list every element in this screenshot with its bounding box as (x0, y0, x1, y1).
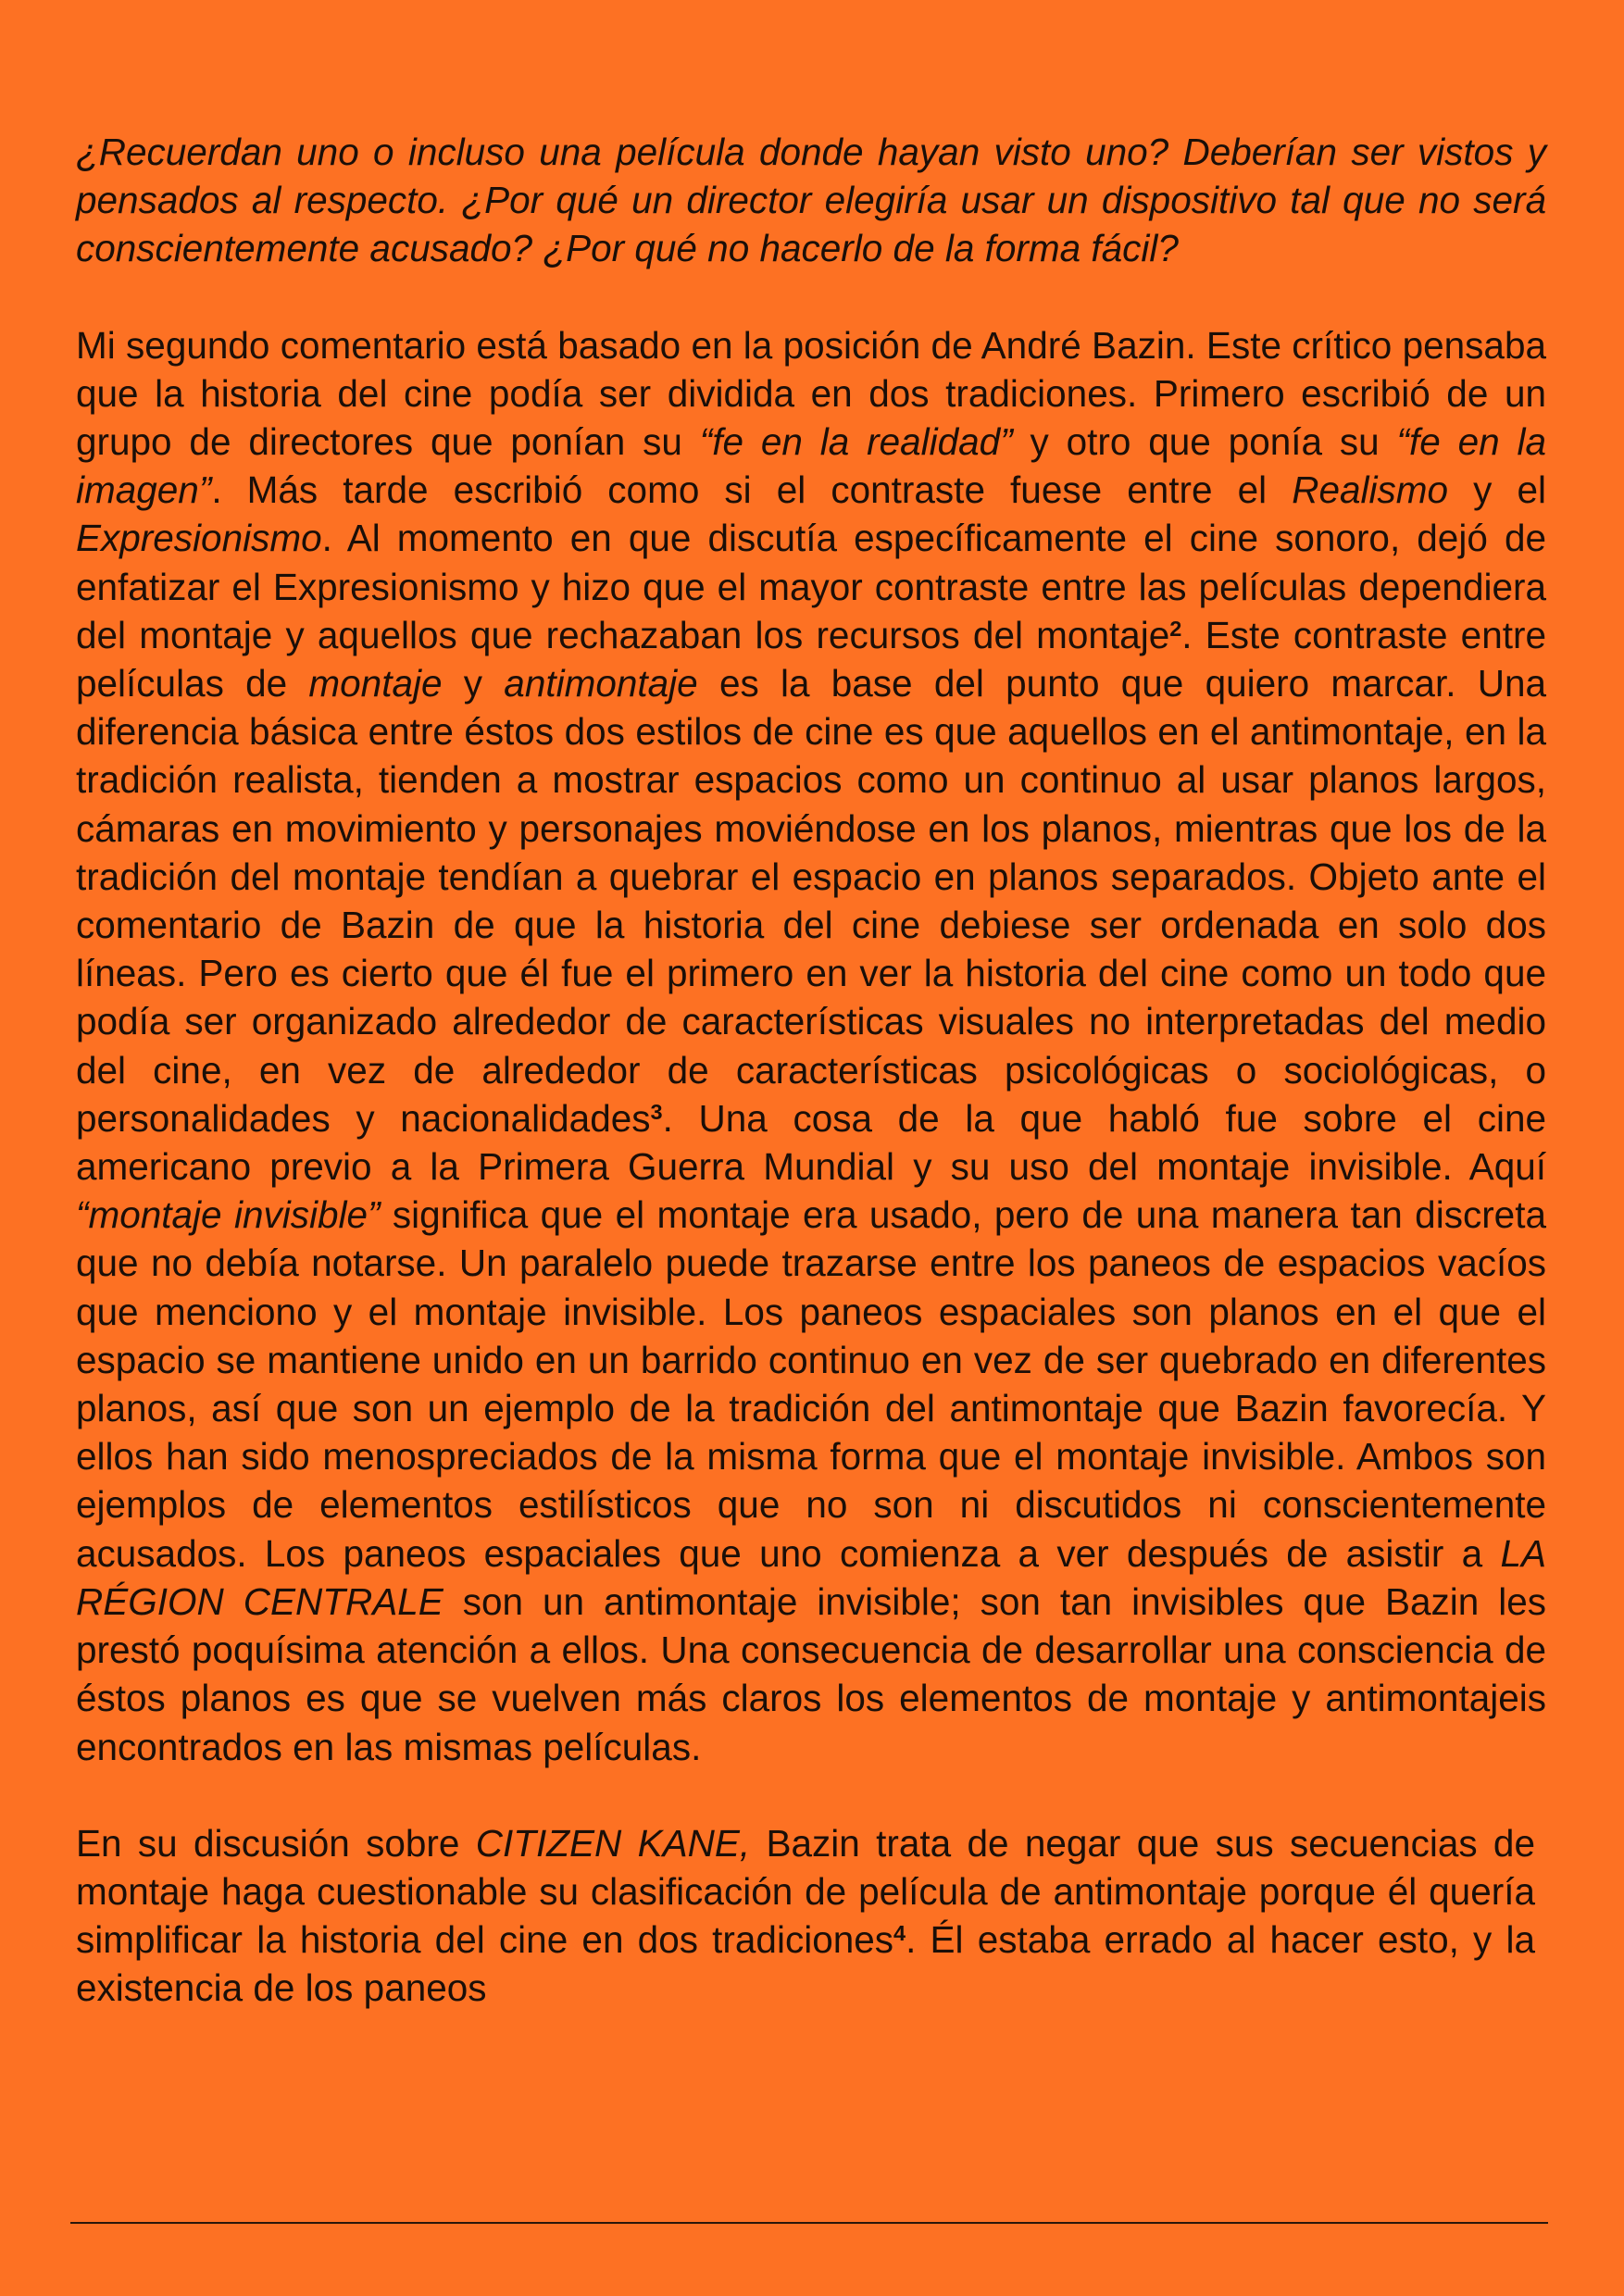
footnote-marker-3: 3 (650, 1099, 663, 1124)
term-montaje: montaje (308, 662, 443, 705)
citizen-kane-paragraph (76, 1819, 1535, 2013)
term-antimontaje: antimontaje (504, 662, 698, 705)
text-run: Bazin trata de negar que sus secuencias de montaje haga cuestionable su clasificación de película de antimontaje porque él quería simplificar la historia del cine en dos tradiciones (76, 1821, 1535, 1962)
page-body (76, 128, 1546, 2013)
text-run: . Este contraste entre películas de (76, 613, 1546, 705)
text-run: . Al momento en que discutía específicamente el cine sonoro, dejó de enfatizar el Expresionismo y hizo que el mayor contraste entre las películas dependiera del montaje y aquellos que rechazaban los recursos del montaje (76, 517, 1546, 656)
questions-text: ¿Recuerdan uno o incluso una película donde hayan visto uno? Deberían ser vistos y pensados al respecto. ¿Por qué un director elegiría usar un dispositivo tal que no será conscientemente acusado? ¿Por qué no hacerlo de la forma fácil? (76, 131, 1546, 270)
footnote-marker-2: 2 (1169, 616, 1182, 641)
text-run: y (442, 662, 505, 705)
quote-fe-imagen: “fe en la imagen” (76, 420, 1547, 512)
film-title-citizen-kane: CITIZEN KANE, (475, 1821, 751, 1865)
text-run: y otro que ponía su (1012, 420, 1397, 464)
text-run: . Más tarde escribió como si el contraste fuese entre el (211, 468, 1293, 512)
text-run: significa que el montaje era usado, pero de una manera tan discreta que no debía notarse. Un paralelo puede trazarse entre los paneos de espacios vacíos que menciono y el montaje invisible. Los paneos espaciales son planos en el que el espacio se mantiene unido en un barrido continuo en vez de ser quebrado en diferentes planos, así que son un ejemplo de la tradición del antimontaje que Bazin favorecía. Y ellos han sido menospreciados de la misma forma que el montaje invisible. Ambos son ejemplos de elementos estilísticos que no son ni discutidos ni conscientemente acusados. Los paneos espaciales que uno comienza a ver después de asistir a (76, 1193, 1546, 1575)
text-run: . Una cosa de la que habló fue sobre el cine americano previo a la Primera Guerra Mundial y su uso del montaje invisible. Aquí (76, 1096, 1546, 1189)
text-run: . Él estaba errado al hacer esto, y la existencia de los paneos (76, 1918, 1536, 2010)
text-run: es la base del punto que quiero marcar. Una diferencia básica entre éstos dos estilos de cine es que aquellos en el antimontaje, en la tradición realista, tienden a mostrar espacios como un continuo al usar planos largos, cámaras en movimiento y personajes moviéndose en los planos, mientras que los de la tradición del montaje tendían a quebrar el espacio en planos separados. Objeto ante el comentario de Bazin de que la historia del cine debiese ser ordenada en solo dos líneas. Pero es cierto que él fue el primero en ver la historia del cine como un todo que podía ser organizado alrededor de características visuales no interpretadas del medio del cine, en vez de alrededor de características psicológicas o sociológicas, o personalidades y nacionalidades (76, 662, 1547, 1140)
text-run: En su discusión sobre (76, 1821, 476, 1865)
footnote-marker-4: 4 (893, 1921, 906, 1946)
film-title-region-centrale: LA RÉGION CENTRALE (76, 1531, 1546, 1623)
term-realismo: Realismo (1292, 468, 1449, 512)
text-run: son un antimontaje invisible; son tan invisibles que Bazin les prestó poquísima atención a ellos. Una consecuencia de desarrollar una consciencia de éstos planos es que se vuelven más claros los elementos de montaje y antimontajeis encontrados en las mismas películas. (76, 1579, 1546, 1768)
text-run: y el (1448, 468, 1546, 512)
quote-montaje-invisible: “montaje invisible” (76, 1193, 381, 1237)
quote-fe-realidad: “fe en la realidad” (699, 420, 1013, 464)
term-expresionismo: Expresionismo (76, 517, 322, 560)
text-run: Mi segundo comentario está basado en la posición de André Bazin. Este crítico pensaba que la historia del cine podía ser dividida en dos tradiciones. Primero escribió de un grupo de directores que ponían su (76, 323, 1546, 464)
bazin-paragraph (76, 321, 1546, 1771)
footnote-separator-rule (70, 2222, 1548, 2224)
questions-paragraph (76, 128, 1546, 273)
